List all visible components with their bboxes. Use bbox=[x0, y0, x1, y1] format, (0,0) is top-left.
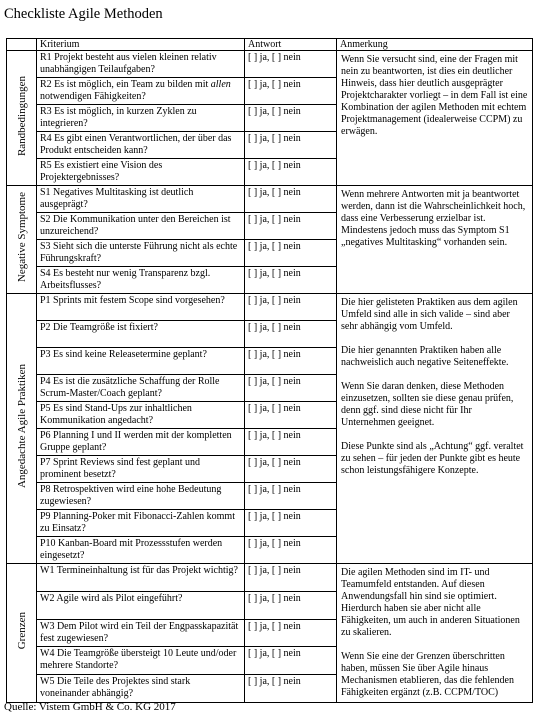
answer-checkboxes[interactable]: [ ] ja, [ ] nein bbox=[245, 294, 337, 321]
group-label: Randbedingungen bbox=[15, 75, 28, 157]
criterion-cell: P9 Planning-Poker mit Fibonacci-Zahlen kommt zu Einsatz? bbox=[37, 510, 245, 537]
answer-checkboxes[interactable]: [ ] ja, [ ] nein bbox=[245, 564, 337, 592]
criterion-cell: S1 Negatives Multitasking ist deutlich ausgeprägt? bbox=[37, 186, 245, 213]
answer-checkboxes[interactable]: [ ] ja, [ ] nein bbox=[245, 429, 337, 456]
answer-checkboxes[interactable]: [ ] ja, [ ] nein bbox=[245, 105, 337, 132]
criterion-cell: R4 Es gibt einen Verantwortlichen, der über das Produkt entscheiden kann? bbox=[37, 132, 245, 159]
remark-paragraph: Die hier genannten Praktiken haben alle nachweislich auch negative Seiteneffekte. bbox=[341, 345, 509, 368]
table-row bbox=[7, 564, 533, 592]
answer-checkboxes[interactable]: [ ] ja, [ ] nein bbox=[245, 537, 337, 564]
answer-checkboxes[interactable]: [ ] ja, [ ] nein bbox=[245, 647, 337, 675]
remark-cell bbox=[337, 186, 533, 294]
remark-paragraph: Diese Punkte sind als „Achtung“ ggf. veraltet zu sehen – für jeden der Punkte gibt es heute schon leistungsfähigere Konzepte. bbox=[341, 441, 524, 476]
remark-paragraph: Die agilen Methoden sind im IT- und Teamumfeld entstanden. Auf diesen Anwendungsfall hin sind sie optimiert. Hierdurch haben sie aber nicht alle Fähigkeiten, um auch in anderen Situationen zu skalieren. bbox=[341, 567, 520, 638]
criterion-cell: S3 Sieht sich die unterste Führung nicht als echte Führungskraft? bbox=[37, 240, 245, 267]
answer-checkboxes[interactable]: [ ] ja, [ ] nein bbox=[245, 483, 337, 510]
answer-checkboxes[interactable]: [ ] ja, [ ] nein bbox=[245, 51, 337, 78]
answer-checkboxes[interactable]: [ ] ja, [ ] nein bbox=[245, 675, 337, 703]
answer-checkboxes[interactable]: [ ] ja, [ ] nein bbox=[245, 591, 337, 619]
checklist-table bbox=[6, 38, 533, 703]
group-label: Grenzen bbox=[15, 612, 28, 650]
criterion-cell: W1 Termineinhaltung ist für das Projekt wichtig? bbox=[37, 564, 245, 592]
answer-checkboxes[interactable]: [ ] ja, [ ] nein bbox=[245, 375, 337, 402]
criterion-cell: P4 Es ist die zusätzliche Schaffung der Rolle Scrum-Master/Coach geplant? bbox=[37, 375, 245, 402]
answer-checkboxes[interactable]: [ ] ja, [ ] nein bbox=[245, 159, 337, 186]
answer-checkboxes[interactable]: [ ] ja, [ ] nein bbox=[245, 78, 337, 105]
criterion-cell: P5 Es sind Stand-Ups zur inhaltlichen Kommunikation angedacht? bbox=[37, 402, 245, 429]
criterion-text: notwendigen Fähigkeiten? bbox=[40, 91, 146, 102]
source-note: Quelle: Vistem GmbH & Co. KG 2017 bbox=[4, 701, 176, 713]
answer-checkboxes[interactable]: [ ] ja, [ ] nein bbox=[245, 619, 337, 647]
answer-checkboxes[interactable]: [ ] ja, [ ] nein bbox=[245, 132, 337, 159]
answer-checkboxes[interactable]: [ ] ja, [ ] nein bbox=[245, 321, 337, 348]
answer-checkboxes[interactable]: [ ] ja, [ ] nein bbox=[245, 240, 337, 267]
group-label: Negative Symptome bbox=[15, 192, 28, 283]
header-criterion: Kriterium bbox=[37, 39, 245, 51]
criterion-cell: W3 Dem Pilot wird ein Teil der Engpasskapazität fest zugewiesen? bbox=[37, 619, 245, 647]
answer-checkboxes[interactable]: [ ] ja, [ ] nein bbox=[245, 213, 337, 240]
criterion-cell: W4 Die Teamgröße übersteigt 10 Leute und/oder mehrere Standorte? bbox=[37, 647, 245, 675]
answer-checkboxes[interactable]: [ ] ja, [ ] nein bbox=[245, 267, 337, 294]
group-label-cell bbox=[7, 294, 37, 564]
answer-checkboxes[interactable]: [ ] ja, [ ] nein bbox=[245, 510, 337, 537]
criterion-cell: R5 Es existiert eine Vision des Projektergebnisses? bbox=[37, 159, 245, 186]
answer-checkboxes[interactable]: [ ] ja, [ ] nein bbox=[245, 348, 337, 375]
header-remark: Anmerkung bbox=[337, 39, 533, 51]
header-empty bbox=[7, 39, 37, 51]
criterion-cell bbox=[37, 78, 245, 105]
group-label-cell bbox=[7, 186, 37, 294]
header-answer: Antwort bbox=[245, 39, 337, 51]
header-row bbox=[7, 39, 533, 51]
remark-cell bbox=[337, 51, 533, 186]
criterion-cell: S2 Die Kommunikation unter den Bereichen ist unzureichend? bbox=[37, 213, 245, 240]
criterion-text: R2 Es ist möglich, ein Team zu bilden mit bbox=[40, 79, 211, 90]
criterion-cell: W5 Die Teile des Projektes sind stark voneinander abhängig? bbox=[37, 675, 245, 703]
group-label-cell bbox=[7, 564, 37, 703]
criterion-cell: P10 Kanban-Board mit Prozessstufen werden eingesetzt? bbox=[37, 537, 245, 564]
remark-paragraph: Wenn Sie daran denken, diese Methoden einzusetzen, sollten sie diese genau prüfen, denn ggf. sind diese nicht für Ihr Unternehmen geeignet. bbox=[341, 381, 514, 428]
criterion-emphasis: allen bbox=[210, 79, 231, 90]
group-label: Angedachte Agile Praktiken bbox=[15, 364, 28, 489]
table-row bbox=[7, 294, 533, 321]
criterion-cell: R3 Es ist möglich, in kurzen Zyklen zu integrieren? bbox=[37, 105, 245, 132]
criterion-cell: R1 Projekt besteht aus vielen kleinen relativ unabhängigen Teilaufgaben? bbox=[37, 51, 245, 78]
table-row bbox=[7, 51, 533, 78]
answer-checkboxes[interactable]: [ ] ja, [ ] nein bbox=[245, 456, 337, 483]
table-row bbox=[7, 186, 533, 213]
answer-checkboxes[interactable]: [ ] ja, [ ] nein bbox=[245, 402, 337, 429]
remark-cell bbox=[337, 564, 533, 703]
criterion-cell: W2 Agile wird als Pilot eingeführt? bbox=[37, 591, 245, 619]
answer-checkboxes[interactable]: [ ] ja, [ ] nein bbox=[245, 186, 337, 213]
criterion-cell: S4 Es besteht nur wenig Transparenz bzgl. Arbeitsflusses? bbox=[37, 267, 245, 294]
remark-paragraph: Wenn Sie versucht sind, eine der Fragen mit nein zu beantworten, ist dies ein deutlicher Hinweis, dass hier deutlich ausgeprägter Projektcharakter vorliegt – in dem Fall ist eine Kombination der agilen Methoden mit echtem Projektmanagement (idealerweise CCPM) zu erwägen. bbox=[341, 54, 528, 137]
page-title: Checkliste Agile Methoden bbox=[4, 6, 163, 22]
criterion-cell: P1 Sprints mit festem Scope sind vorgesehen? bbox=[37, 294, 245, 321]
remark-paragraph: Wenn mehrere Antworten mit ja beantwortet werden, dann ist die Wahrscheinlichkeit hoch, dass eine Verbesserung erzielbar ist. Mindestens jedoch muss das Symptom S1 „negatives Multitasking“ vorhanden sein. bbox=[341, 189, 526, 248]
criterion-cell: P8 Retrospektiven wird eine hohe Bedeutung zugewiesen? bbox=[37, 483, 245, 510]
remark-paragraph: Die hier gelisteten Praktiken aus dem agilen Umfeld sind alle in sich valide – sind aber sehr abhängig vom Umfeld. bbox=[341, 297, 518, 332]
criterion-cell: P6 Planning I und II werden mit der kompletten Gruppe geplant? bbox=[37, 429, 245, 456]
criterion-cell: P3 Es sind keine Releasetermine geplant? bbox=[37, 348, 245, 375]
criterion-cell: P2 Die Teamgröße ist fixiert? bbox=[37, 321, 245, 348]
remark-paragraph: Wenn Sie eine der Grenzen überschritten haben, müssen Sie über Agile hinaus Mechanismen etablieren, das die fehlenden Fähigkeiten ergänzt (z.B. CCPM/TOC) bbox=[341, 651, 514, 698]
group-label-cell bbox=[7, 51, 37, 186]
criterion-cell: P7 Sprint Reviews sind fest geplant und prominent besetzt? bbox=[37, 456, 245, 483]
remark-cell bbox=[337, 294, 533, 564]
